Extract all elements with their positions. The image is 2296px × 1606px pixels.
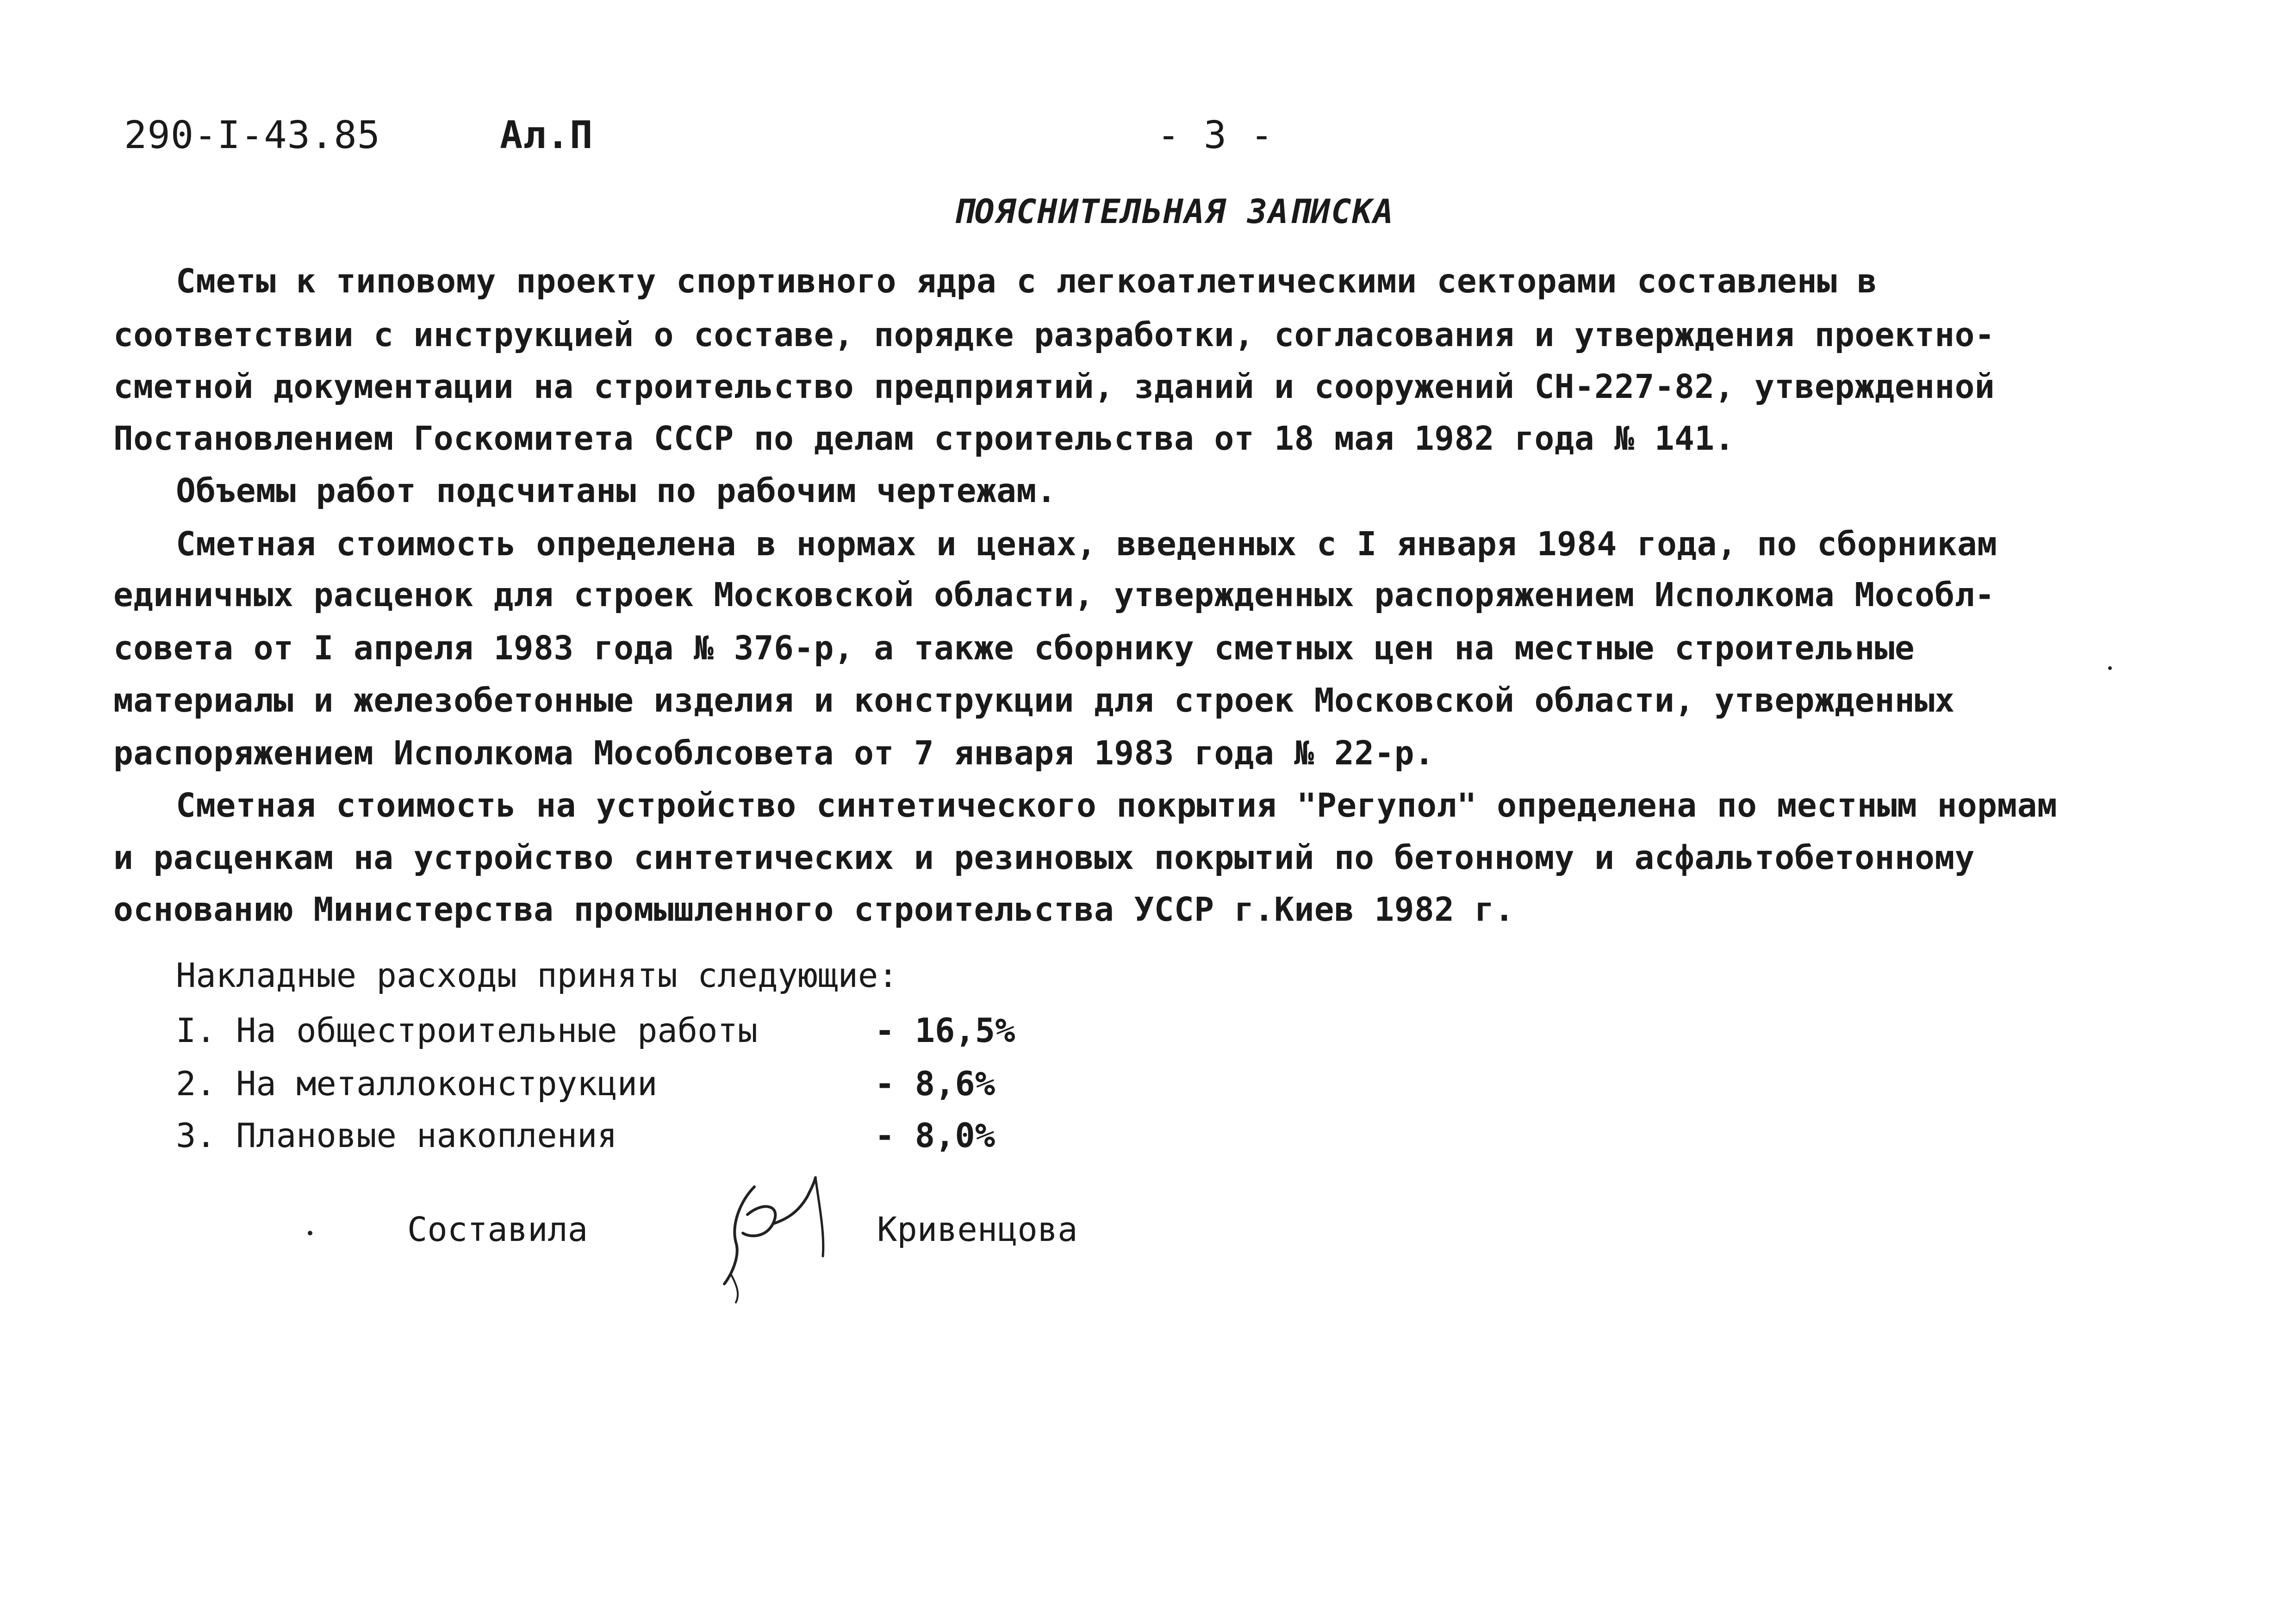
paragraph-3-line-2: единичных расценок для строек Московской области, утвержденных распоряжением Исполкома Мособл- bbox=[113, 576, 1995, 614]
paragraph-1-line-3: сметной документации на строительство предприятий, зданий и сооружений СН-227-82, утвержденной bbox=[113, 367, 1995, 406]
stray-mark bbox=[308, 1231, 312, 1235]
overhead-item-3-value: - 8,0% bbox=[875, 1116, 996, 1155]
paragraph-3-line-3: совета от I апреля 1983 года № 376-р, а также сборнику сметных цен на местные строительные bbox=[113, 629, 1915, 667]
paragraph-4-line-3: основанию Министерства промышленного строительства УССР г.Киев 1982 г. bbox=[113, 890, 1515, 929]
compiled-by-label: Составила bbox=[407, 1210, 588, 1249]
paragraph-4-line-1: Сметная стоимость на устройство синтетического покрытия "Регупол" определена по местным нормам bbox=[176, 786, 2058, 825]
paragraph-3-line-5: распоряжением Исполкома Мособлсовета от 7 января 1983 года № 22-р. bbox=[113, 734, 1435, 772]
paragraph-3-line-4: материалы и железобетонные изделия и конструкции для строек Московской области, утвержденных bbox=[113, 681, 1955, 719]
document-code: 290-I-43.85 bbox=[124, 113, 381, 157]
stray-mark bbox=[2108, 666, 2112, 670]
overhead-item-2-name: 2. На металлоконструкции bbox=[176, 1064, 658, 1103]
overhead-item-3-name: 3. Плановые накопления bbox=[176, 1116, 617, 1155]
sheet-designation: Ал.П bbox=[500, 113, 593, 157]
paragraph-1-line-4: Постановлением Госкомитета СССР по делам строительства от 18 мая 1982 года № 141. bbox=[113, 419, 1735, 458]
overhead-item-2-value: - 8,6% bbox=[875, 1064, 996, 1103]
paragraph-1-line-2: соответствии с инструкцией о составе, порядке разработки, согласования и утверждения проектно- bbox=[113, 316, 1995, 354]
overhead-intro: Накладные расходы приняты следующие: bbox=[176, 956, 898, 995]
overhead-item-1-value: - 16,5% bbox=[875, 1011, 1015, 1050]
overhead-item-1-name: I. На общестроительные работы bbox=[176, 1011, 758, 1050]
page-number: - 3 - bbox=[1157, 113, 1274, 157]
paragraph-1-line-1: Сметы к типовому проекту спортивного ядра с легкоатлетическими секторами составлены в bbox=[176, 262, 1877, 300]
paragraph-2-line-1: Объемы работ подсчитаны по рабочим чертежам. bbox=[176, 471, 1057, 510]
paragraph-4-line-2: и расценкам на устройство синтетических и резиновых покрытий по бетонному и асфальтобетонному bbox=[113, 838, 1975, 877]
paragraph-3-line-1: Сметная стоимость определена в нормах и ценах, введенных с I января 1984 года, по сборникам bbox=[176, 525, 1997, 563]
document-title: ПОЯСНИТЕЛЬНАЯ ЗАПИСКА bbox=[953, 192, 1394, 231]
handwritten-signature bbox=[703, 1168, 861, 1307]
compiler-name: Кривенцова bbox=[877, 1210, 1078, 1249]
